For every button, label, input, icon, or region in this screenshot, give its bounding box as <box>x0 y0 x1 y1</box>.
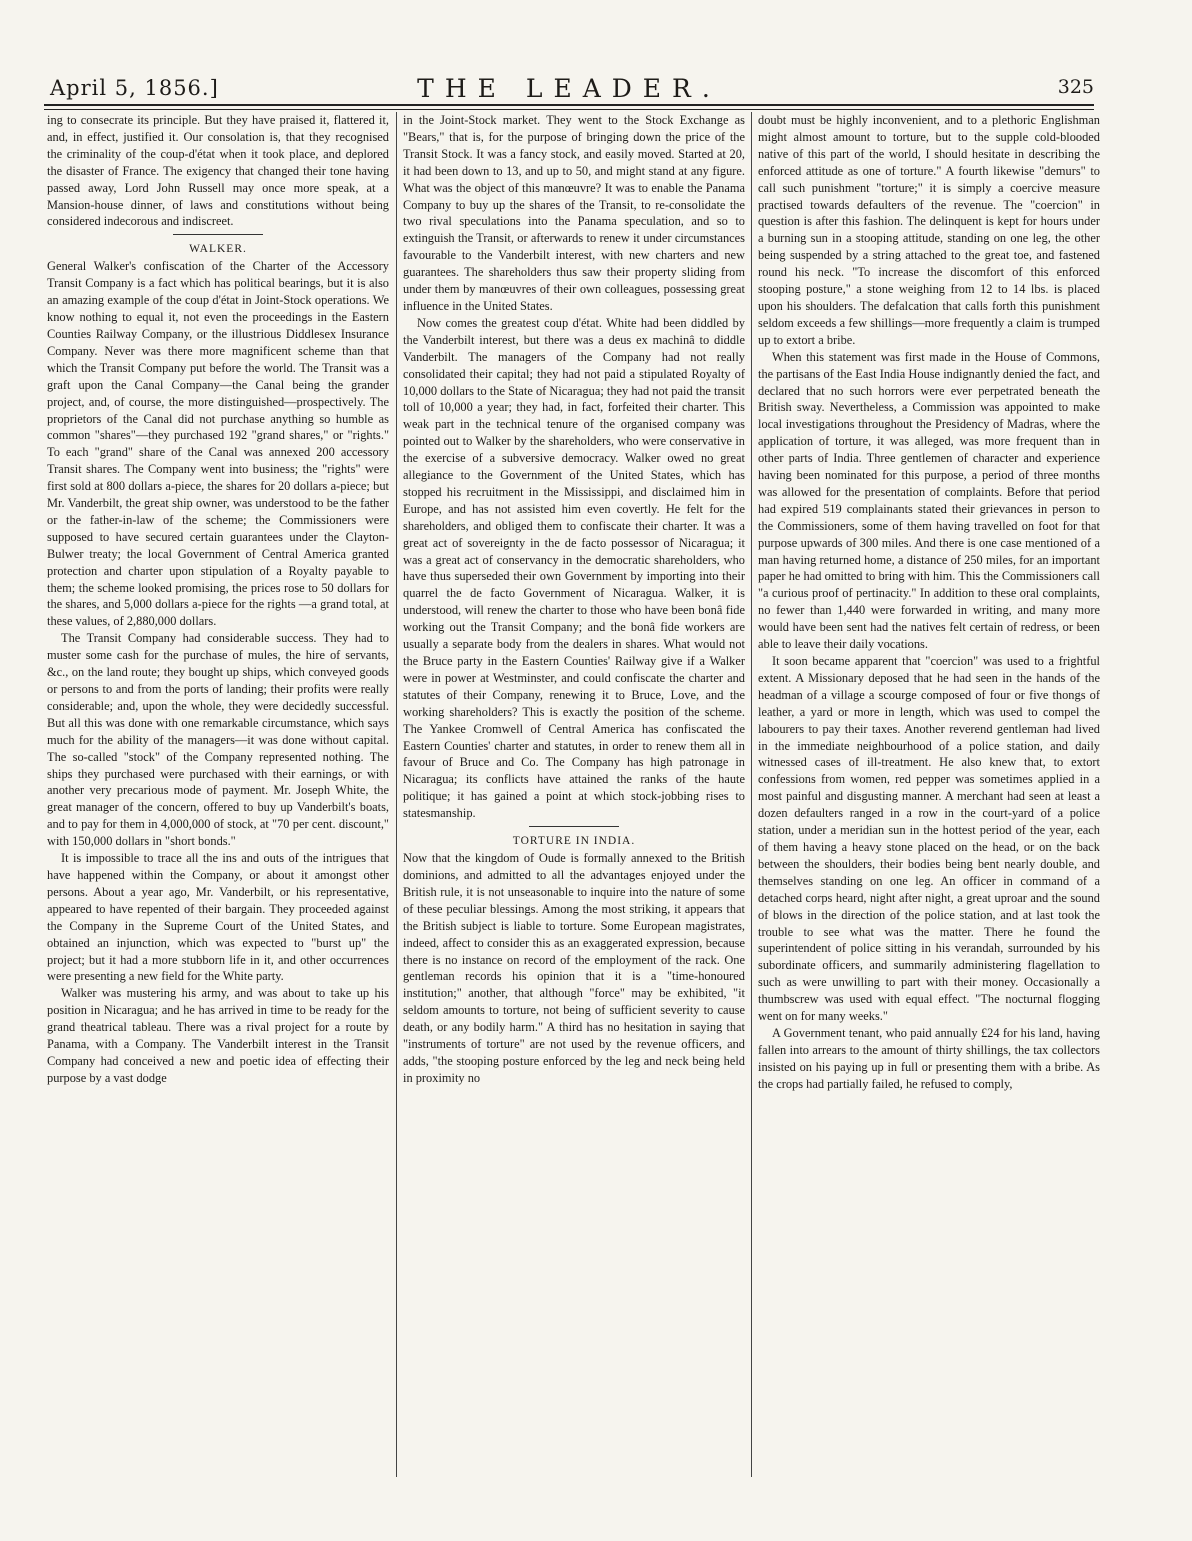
paragraph: It is impossible to trace all the ins and outs of the intrigues that have happened within the Company, or about it amongst other persons. About a year ago, Mr. Vanderbilt, or his representative, appeared to have repented of their bargain. They proceeded against the Company in the Supreme Court of the United States, and obtained an injunction, which was expected to "burst up" the project; but it had a more stubborn life in it, and other occurrences were presenting a new field for the White party. <box>47 851 389 984</box>
paragraph: in the Joint-Stock market. They went to the Stock Exchange as "Bears," that is, for the purpose of bringing down the price of the Transit Stock. It was a fancy stock, and easily moved. Started at 20, it had been down to 13, and up to 50, and might stand at any figure. What was the object of this manœuvre? It was to enable the Panama Company to buy up the shares of the Transit, to re-consolidate the two rival speculations into the Panama speculation, and so to extinguish the Transit, or afterwards to renew it under circumstances favourable to the Vanderbilt interest, with new charters and new guarantees. The shareholders thus saw their property sliding from under them by manœuvres of their own colleagues, possessing great influence in the United States. <box>403 113 745 313</box>
column-3 <box>758 112 1100 1477</box>
paragraph: doubt must be highly inconvenient, and to a plethoric Englishman might almost amount to torture, but to the supple cold-blooded native of this part of the world, I should hesitate in describing the enforced attitude as one of torture." A fourth likewise "demurs" to call such punishment "torture;" it is simply a coercive measure practised towards defaulters of the revenue. The "coercion" in question is after this fashion. The delinquent is kept for hours under a burning sun in a stooping attitude, standing on one leg, the other being suspended by a string attached to the great toe, and fastened round his neck. "To increase the discomfort of this enforced stooping posture," a stone weighing from 12 to 14 lbs. is placed upon his shoulders. The defalcation that calls forth this punishment seldom exceeds a few shillings—more frequently a claim is trumped up to extort a bribe. <box>758 113 1100 347</box>
column-1 <box>47 112 389 1477</box>
section-heading-torture: TORTURE IN INDIA. <box>512 835 636 848</box>
section-divider <box>173 234 263 235</box>
masthead-rule <box>44 104 1094 106</box>
column-rule <box>751 112 752 1477</box>
newspaper-title: THE LEADER. <box>417 74 721 103</box>
paragraph: Now comes the greatest coup d'état. White had been diddled by the Vanderbilt interest, but there was a deus ex machinâ to diddle Vanderbilt. The managers of the Company had not really consolidated their capital; they had not paid a stipulated Royalty of 10,000 dollars to the State of Nicaragua; they had not paid the transit toll of 10,000 a year; they had, in fact, forfeited their charter. This weak part in the technical tenure of the organised company was pointed out to Walker by the shareholders, who were conservative in the exercise of a subversive democracy. Walker owed no great allegiance to the Government of the United States, which has stopped his recruitment in the Mississippi, and disclaimed him in Europe, and has not assisted him even covertly. He felt for the shareholders, and obliged them to confiscate their charter. It was a great act of sovereignty in the de facto possessor of Nicaragua; it was a great act of conservancy in the democratic shareholders, who have thus superseded their own Government by importing into their quarrel the de facto Government of Nicaragua. Walker, it is understood, will renew the charter to those who have been bonâ fide working out the Transit Company; and the bonâ fide workers are usually a separate body from the dealers in shares. What would not the Bruce party in the Eastern Counties' Railway give if a Walker were in power at Westminster, and could confiscate the charter and statutes of their Company, renewing it to Bruce, Love, and the working shareholders? This is exactly the position of the scheme. The Yankee Cromwell of Central America has confiscated the Eastern Counties' charter and statutes, in order to renew them all in favour of Bruce and Co. The Company has high patronage in Nicaragua; its conflicts have attained the ranks of the haute politique; it has gained a point at which stock-jobbing rises to statesmanship. <box>403 315 745 821</box>
paragraph: The Transit Company had considerable success. They had to muster some cash for the purchase of mules, the hire of servants, &c., on the land route; they bought up ships, which conveyed goods or persons to and from the ports of landing; their profits were really considerable; and, upon the whole, they were decidedly successful. But all this was done with one remarkable circumstance, which says much for the ability of the managers—it was done without capital. The so-called "stock" of the Company represented nothing. The ships they purchased were purchased with their earnings, or with another very precarious mode of payment. Mr. Joseph White, the great manager of the concern, offered to buy up Vanderbilt's boats, and to pay for them in 4,000,000 of stock, at "70 per cent. discount," with 150,000 dollars in "short bonds." <box>47 631 389 849</box>
paragraph: It soon became apparent that "coercion" was used to a frightful extent. A Missionary deposed that he had seen in the hands of the headman of a village a scourge composed of four or five thongs of leather, a yard or more in length, which was used to compel the labourers to pay their taxes. Another reverend gentleman had lived in the immediate neighbourhood of a police station, and daily witnessed cases of ill-treatment. He also knew that, to extort confessions from women, red pepper was sometimes applied in a most painful and disgusting manner. A merchant had seen at least a dozen defaulters ranged in a row in the court-yard of a police station, under a meridian sun in the hottest period of the year, each of them having a heavy stone placed on the head, or on the back between the shoulders, their bodies being bent nearly double, and themselves standing on one leg. An officer in command of a detached corps heard, night after night, a great uproar and the sound of blows in the direction of the police station, and at last took the trouble to see what was the matter. There he found the superintendent of police sitting in his verandah, surrounded by his subordinate officers, and summarily administering flagellation to such as were unwilling to part with their money. Occasionally a thumbscrew was used with equal effect. "The nocturnal flogging went on for many weeks." <box>758 654 1100 1024</box>
column-2 <box>403 112 745 1477</box>
section-heading-walker: WALKER. <box>189 243 247 256</box>
paragraph: Now that the kingdom of Oude is formally annexed to the British dominions, and admitted to all the advantages enjoyed under the British rule, it is not unseasonable to inquire into the nature of some of these peculiar blessings. Among the most striking, it appears that the British subject is liable to torture. Some European magistrates, indeed, affect to consider this as an exaggerated expression, because there is no instance on record of the employment of the rack. One gentleman records his opinion that it is a "time-honoured institution;" another, that although "force" may be exhibited, "it seldom amounts to torture, not being of sufficient severity to cause death, or any bodily harm." A third has no hesitation in saying that "instruments of torture" are not used by the revenue officers, and adds, "the stooping posture enforced by the leg and neck being held in proximity no <box>403 851 745 1085</box>
section-divider <box>529 826 619 827</box>
paragraph: ing to consecrate its principle. But they have praised it, flattered it, and, in effect, justified it. Our consolation is, that they recognised the criminality of the coup-d'état when it took place, and deplored the disaster of France. The exigency that changed their tone having passed away, Lord John Russell may once more speak, at a Mansion-house dinner, of laws and constitutions without being considered indecorous and indiscreet. <box>47 113 389 229</box>
paragraph: Walker was mustering his army, and was about to take up his position in Nicaragua; and he has arrived in time to be ready for the grand theatrical tableau. There was a rival project for a route by Panama, with a Company. The Vanderbilt interest in the Transit Company had conceived a new and poetic idea of effecting their purpose by a vast dodge <box>47 986 389 1085</box>
paragraph: A Government tenant, who paid annually £24 for his land, having fallen into arrears to the amount of thirty shillings, the tax collectors insisted on his paying up in full or presenting them with a bribe. As the crops had partially failed, he refused to comply, <box>758 1025 1100 1091</box>
issue-date: April 5, 1856.] <box>50 76 219 100</box>
masthead <box>44 64 1094 104</box>
column-rule <box>396 112 397 1477</box>
masthead-rule-thin <box>44 109 1094 110</box>
paragraph: When this statement was first made in the House of Commons, the partisans of the East India House indignantly denied the fact, and declared that no such horrors were ever perpetrated beneath the British sway. Nevertheless, a Commission was appointed to make local investigations throughout the Presidency of Madras, where the application of torture, it was alleged, was more frequent than in other parts of India. Three gentlemen of character and experience having been nominated for this purpose, a period of three months was allowed for the presentation of complaints. Before that period had expired 519 complainants stated their grievances in person to the Commissioners, some of them having travelled on foot for that purpose upwards of 300 miles. And there is one case mentioned of a man having returned home, a distance of 250 miles, for an important paper he had omitted to bring with him. This the Commissioners call "a curious proof of pertinacity." In addition to these oral complaints, no fewer than 1,440 were forwarded in writing, and many more would have been sent had the natives felt certain of redress, or been able to leave their daily vocations. <box>758 349 1100 652</box>
page-number: 325 <box>1057 76 1094 98</box>
paragraph: General Walker's confiscation of the Charter of the Accessory Transit Company is a fact which has political bearings, but it is also an amazing example of the coup d'état in Joint-Stock operations. We know nothing to equal it, not even the proceedings in the Eastern Counties Railway Company, or the illustrious Diddlesex Insurance Company. Never was there more magnificent scheme than that which the Transit Company put before the world. The Transit was a graft upon the Canal Company—the Canal being the grander project, and, of course, the more distinguished—prospectively. The proprietors of the Canal did not purchase anything so humble as common "shares"—they purchased 192 "grand shares," or "rights." To each "grand" share of the Canal was annexed 200 accessory Transit shares. The Company went into business; the "rights" were first sold at 800 dollars a-piece, the shares for 20 dollars a-piece; but Mr. Vanderbilt, the great ship owner, was understood to be the father or the father-in-law of the scheme; the Commissioners were supposed to have secured certain guarantees under the Clayton-Bulwer treaty; the local Government of Central America granted protection and charter upon stipulation of a Royalty payable to them; the scheme looked promising, the prices rose to 50 dollars for the shares, and 5,000 dollars a-piece for the rights —a grand total, at these values, of 2,880,000 dollars. <box>47 259 389 629</box>
